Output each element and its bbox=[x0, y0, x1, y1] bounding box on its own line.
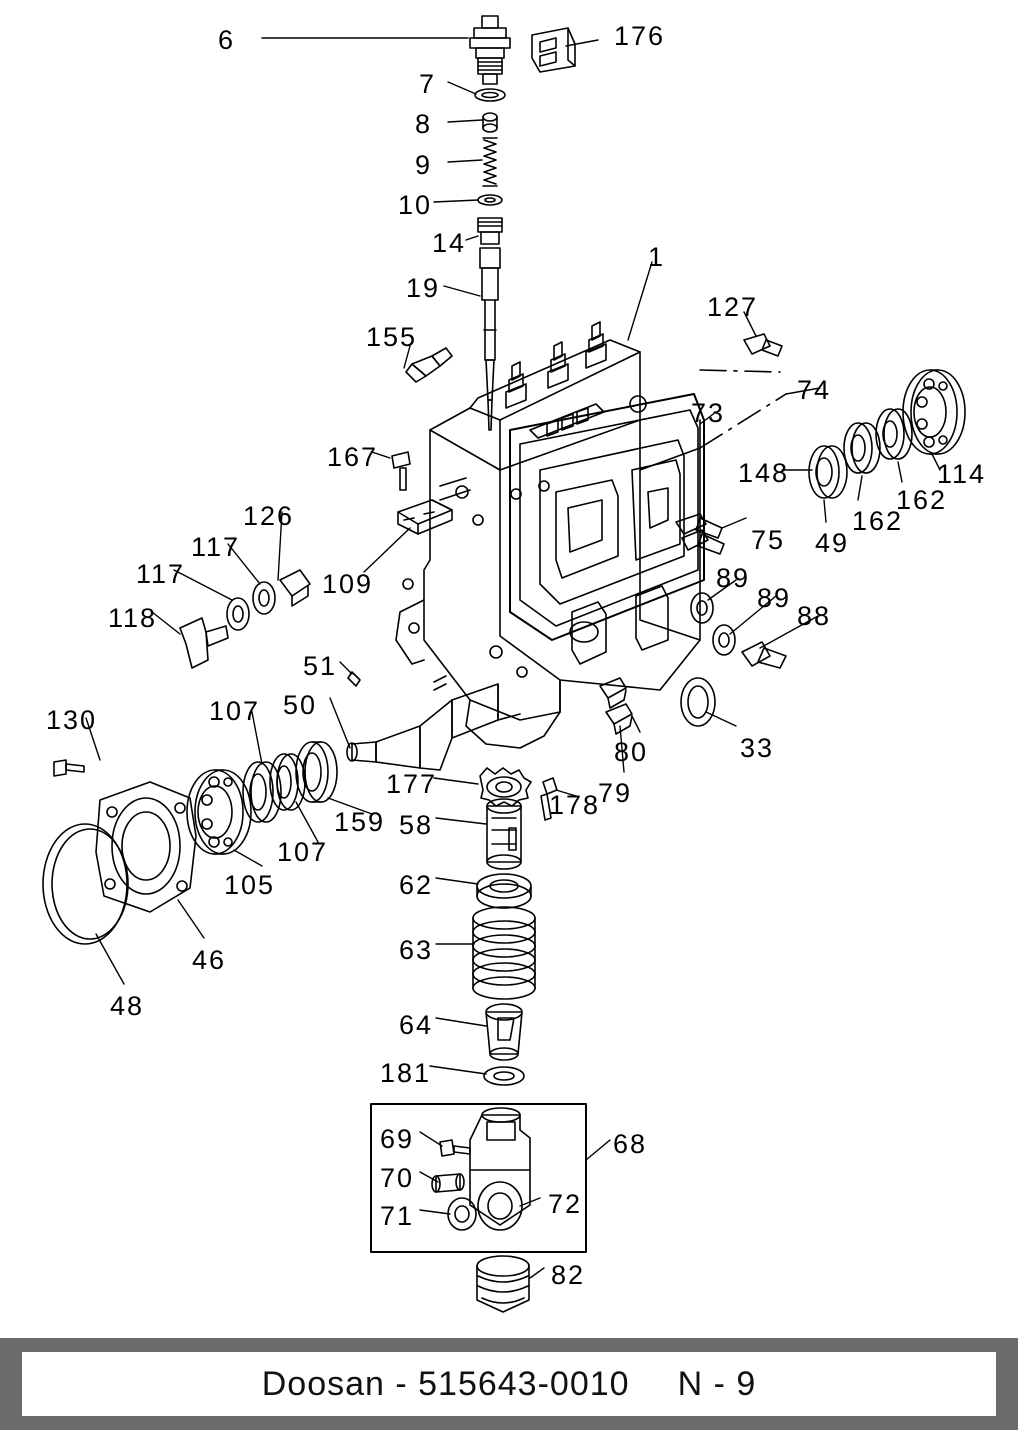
callout-162-outer: 162 bbox=[896, 485, 948, 515]
callout-50: 50 bbox=[283, 690, 318, 720]
callout-46: 46 bbox=[192, 945, 227, 975]
part-130-bolt bbox=[54, 760, 84, 776]
callout-89-upper: 89 bbox=[716, 563, 751, 593]
callout-33: 33 bbox=[740, 733, 775, 763]
callout-63: 63 bbox=[399, 935, 434, 965]
callout-7: 7 bbox=[419, 69, 437, 99]
callout-117-lower: 117 bbox=[136, 559, 186, 589]
callout-14: 14 bbox=[432, 228, 467, 258]
callout-155: 155 bbox=[366, 322, 418, 352]
callout-162-inner: 162 bbox=[852, 506, 904, 536]
callout-68: 68 bbox=[613, 1129, 648, 1159]
part-176-clamp bbox=[532, 28, 575, 72]
part-155-fitting bbox=[406, 348, 452, 382]
callout-49: 49 bbox=[815, 528, 850, 558]
footer-page-number: N - 9 bbox=[677, 1364, 757, 1403]
callout-109: 109 bbox=[322, 569, 374, 599]
callout-75: 75 bbox=[751, 525, 786, 555]
plunger-stack-group bbox=[473, 768, 557, 1085]
callout-181: 181 bbox=[380, 1058, 432, 1088]
callout-48: 48 bbox=[110, 991, 145, 1021]
callout-105: 105 bbox=[224, 870, 276, 900]
callout-117-upper: 117 bbox=[191, 532, 241, 562]
callout-6: 6 bbox=[218, 25, 236, 55]
callout-130: 130 bbox=[46, 705, 98, 735]
callout-159: 159 bbox=[334, 807, 386, 837]
callout-64: 64 bbox=[399, 1010, 434, 1040]
callout-107-upper: 107 bbox=[209, 696, 261, 726]
callout-10: 10 bbox=[398, 190, 433, 220]
part-33-oring bbox=[681, 678, 715, 726]
callout-58: 58 bbox=[399, 810, 434, 840]
part-127-bolt bbox=[744, 334, 782, 356]
callout-178: 178 bbox=[549, 790, 601, 820]
part-109-rack bbox=[398, 500, 452, 534]
footer-caption bbox=[22, 1352, 996, 1416]
callout-8: 8 bbox=[415, 109, 433, 139]
callout-177: 177 bbox=[386, 769, 438, 799]
callout-62: 62 bbox=[399, 870, 434, 900]
callout-127: 127 bbox=[707, 292, 759, 322]
callout-118: 118 bbox=[108, 603, 158, 633]
callout-176: 176 bbox=[614, 21, 666, 51]
callout-167: 167 bbox=[327, 442, 379, 472]
callout-69: 69 bbox=[380, 1124, 415, 1154]
callout-1: 1 bbox=[648, 242, 666, 272]
callout-74: 74 bbox=[797, 375, 832, 405]
bearing-cover-group bbox=[43, 782, 196, 944]
callout-73: 73 bbox=[691, 398, 726, 428]
callout-88: 88 bbox=[797, 601, 832, 631]
callout-89-lower: 89 bbox=[757, 583, 792, 613]
callout-71: 71 bbox=[380, 1201, 415, 1231]
callout-70: 70 bbox=[380, 1163, 415, 1193]
callout-80: 80 bbox=[614, 737, 649, 767]
camshaft-group bbox=[347, 672, 520, 770]
callout-82: 82 bbox=[551, 1260, 586, 1290]
part-167-screw bbox=[392, 452, 410, 490]
nozzle-holder-group bbox=[470, 16, 510, 430]
callout-72: 72 bbox=[548, 1189, 583, 1219]
footer-part-number: Doosan - 515643-0010 bbox=[261, 1364, 630, 1403]
callout-79: 79 bbox=[598, 778, 633, 808]
pump-housing-body bbox=[396, 322, 704, 748]
callout-114: 114 bbox=[937, 459, 987, 489]
callout-126: 126 bbox=[243, 501, 295, 531]
callout-107-lower: 107 bbox=[277, 837, 329, 867]
callout-51: 51 bbox=[303, 651, 338, 681]
callout-9: 9 bbox=[415, 150, 433, 180]
part-82-plug bbox=[477, 1256, 529, 1312]
part-126-117-118-stack bbox=[180, 570, 310, 668]
callout-148: 148 bbox=[738, 458, 790, 488]
callout-19: 19 bbox=[406, 273, 441, 303]
leader-lines bbox=[86, 38, 940, 1278]
